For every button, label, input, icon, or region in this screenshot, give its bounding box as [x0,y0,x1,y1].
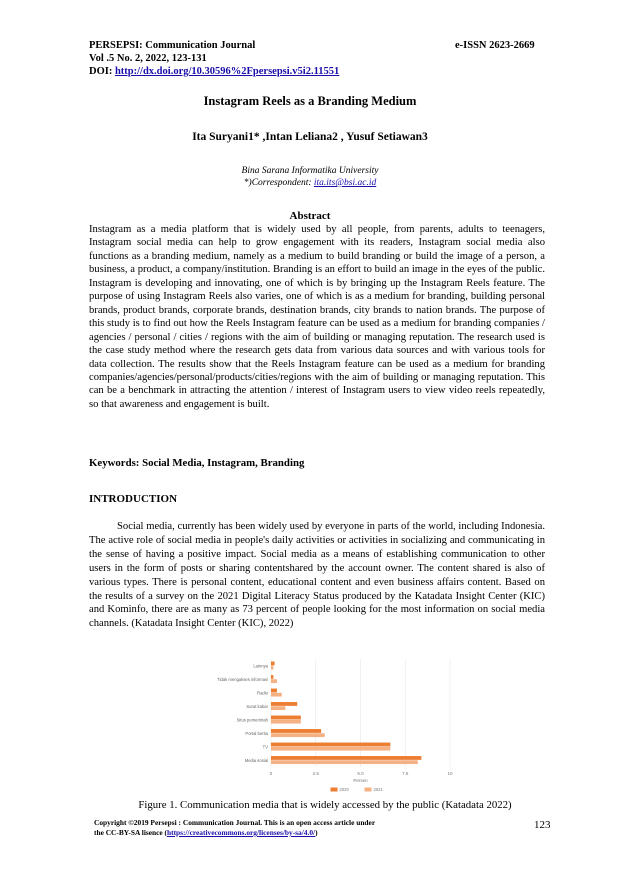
journal-name: PERSEPSI: Communication Journal [89,40,256,51]
bar-2020 [271,702,297,706]
bar-2020 [271,743,390,747]
x-tick-label: 5.0 [357,771,364,776]
license-prefix: the CC-BY-SA lisence ( [94,828,168,837]
correspondent-email[interactable]: ita.its@bsi.ac.id [313,178,377,188]
bar-2020 [271,729,321,733]
correspondent-label: *)Correspondent: [243,178,314,188]
bar-2021 [271,679,277,683]
category-label: Situs pemerintah [236,717,268,723]
x-tick-label: 2.5 [312,771,319,776]
legend-label-2020: 2020 [339,787,349,792]
category-label: Lainnya [253,663,268,669]
correspondent [0,178,620,189]
category-label: Radio [257,690,268,696]
legend-swatch-2020 [331,788,338,792]
doi-link[interactable]: http://dx.doi.org/10.30596%2Fpersepsi.v5i2.11551 [114,66,340,77]
bar-2021 [271,693,282,697]
affiliation: Bina Sarana Informatika University [241,166,379,176]
keywords: Keywords: Social Media, Instagram, Branding [89,457,305,469]
legend-swatch-2021 [365,788,372,792]
abstract-heading: Abstract [289,210,331,222]
category-label: TV [262,744,268,750]
category-label: Media sosial [244,757,268,763]
issn: e-ISSN 2623-2669 [455,40,535,51]
media-access-chart [200,655,480,800]
x-tick-label: 10 [447,771,453,776]
bar-2020 [271,662,275,666]
category-label: Tidak mengakses informasi [217,676,268,682]
introduction-text: Social media, currently has been widely used by everyone in parts of the world, including Indonesia. The active role of social media in people's daily activities or activities in socializing and communicating in the sense of having a positive impact. Social media as a means of establishing communication to other users in the form of posts or sharing contentshared by the account owner. The content shared is also of various types. There is personal content, educational content and even business affairs content. Based on the results of a survey on the 2021 Digital Literacy Status produced by the Katadata Insight Center (KIC) and Kominfo, there are as many as 73 percent of people looking for the most information on social media channels. (Katadata Insight Center (KIC), 2022) [89,521,545,630]
category-label: Surat kabar [246,703,268,709]
doi-label: DOI: [89,66,115,77]
abstract-text: Instagram as a media platform that is widely used by all people, from parents, adults to teenagers, Instagram social media can help to grow engagement with its readers, Instagram social media also functions as a branding medium, namely as a medium to build branding or build the image of a person, a business, a product, a company/institution. Branding is an effort to build an image in the eyes of the public. Instagram is developing and innovating, one of which is by bringing up the Instagram Reels feature. The purpose of using Instagram Reels also varies, one of which is as a medium for branding, building personal brands, product brands, corporate brands, destination brands, city brands to nation brands. The purpose of this study is to find out how the Reels Instagram feature can be used as a medium for branding companies / agencies / personal / cities / regions with the aim of building or managing reputation. The research used is the case study method where the research gets data from various data sources and with various tools for data collection. The results show that the Reels Instagram feature can be used as a medium for branding companies/agencies/personal/products/cities/regions with the aim of building or managing reputation. This can be a benchmark in attracting the attention / interest of Instagram users to view video reels repeatedly, so that awareness and engagement is built. [89,224,545,410]
x-tick-label: 7.5 [402,771,409,776]
bar-2021 [271,733,325,737]
bar-2021 [271,747,390,751]
bar-2020 [271,689,277,693]
figure-caption: Figure 1. Communication media that is widely accessed by the public (Katadata 2022) [138,799,512,811]
license-link[interactable]: https://creativecommons.org/licenses/by-sa/4.0/ [167,828,316,837]
introduction-heading: INTRODUCTION [89,493,178,505]
bar-2020 [271,756,421,760]
x-axis-title: Persen [353,778,368,783]
bar-2021 [271,720,301,724]
bar-2020 [271,716,301,720]
copyright-notice [94,818,454,838]
copyright-line-2 [94,828,454,838]
page-number: 123 [534,819,551,831]
volume-info: Vol .5 No. 2, 2022, 123-131 [89,53,207,64]
license-suffix: ) [315,828,318,837]
category-label: Portal berita [245,730,268,736]
copyright-line-1: Copyright ©2019 Persepsi : Communication Journal. This is an open access article under [94,818,376,827]
bar-2021 [271,760,418,764]
bar-2020 [271,675,273,679]
bar-2021 [271,666,273,670]
author-list: Ita Suryani1* ,Intan Leliana2 , Yusuf Setiawan3 [192,131,428,143]
paper-title: Instagram Reels as a Branding Medium [203,94,417,108]
doi-line [89,66,339,78]
x-tick-label: 0 [269,771,273,776]
legend-label-2021: 2021 [373,787,383,792]
bar-2021 [271,706,285,710]
